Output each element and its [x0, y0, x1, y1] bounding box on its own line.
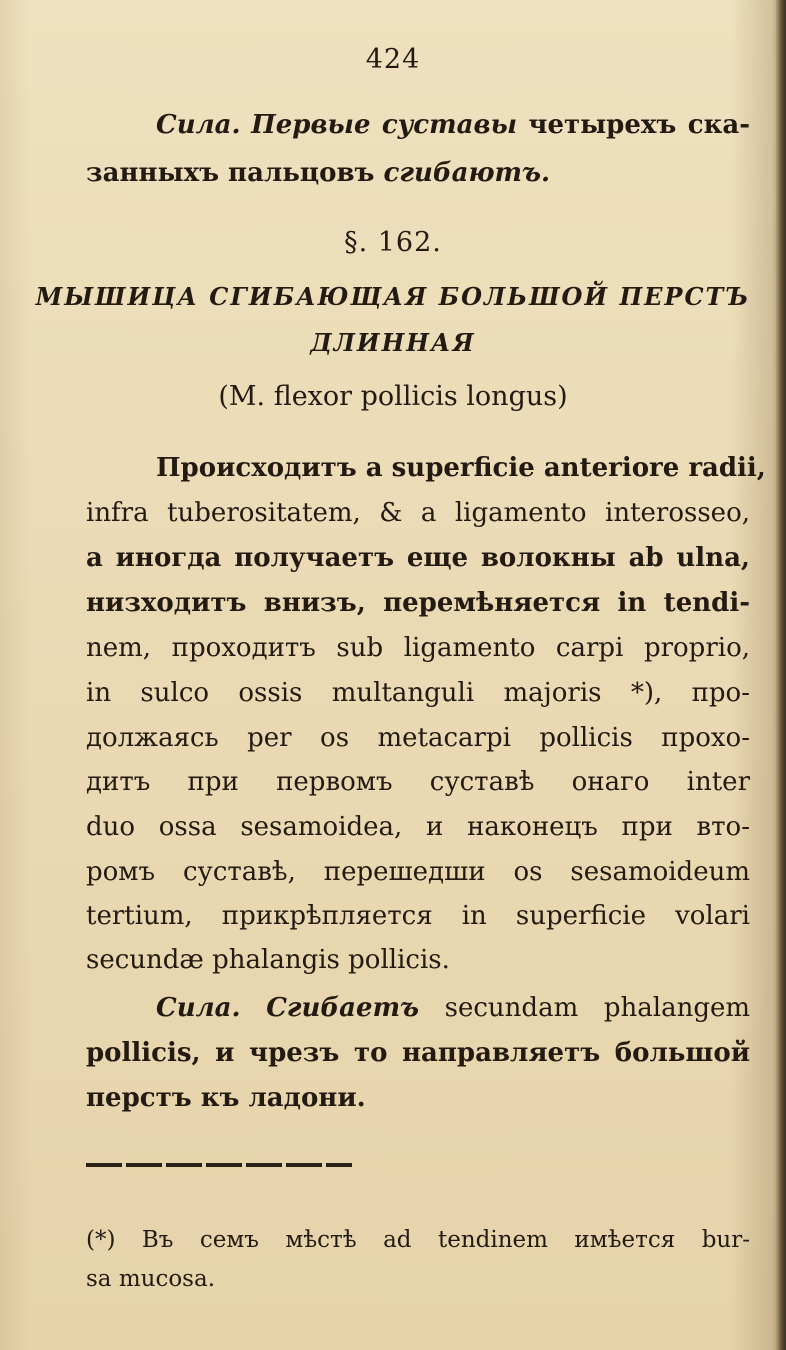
- body-line-8: дитъ при первомъ суставѣ онаго inter: [86, 767, 750, 797]
- paragraph-2-rest: secundam phalangem: [419, 993, 751, 1023]
- body-line-11: tertium, прикрѣпляется in superficie volari: [86, 901, 750, 931]
- body-line-6: in sulco ossis multanguli majoris *), про-: [86, 678, 750, 708]
- paragraph-2-line-2: pollicis, и чрезъ то направляетъ большой: [86, 1038, 750, 1068]
- footnote-line-2: sa mucosa.: [86, 1266, 216, 1292]
- body-line-3: а иногда получаетъ еще волокны ab ulna,: [86, 543, 750, 573]
- page-edge: [776, 0, 786, 1350]
- paragraph-2-italic: Сгибаетъ: [266, 993, 419, 1023]
- section-number: §. 162.: [344, 227, 442, 258]
- paragraph-1-rest: четырехъ ска-: [517, 110, 750, 140]
- body-line-7: должаясь per os metacarpi pollicis прохо-: [86, 723, 750, 753]
- body-line-5: nem, проходитъ sub ligamento carpi proprio,: [86, 633, 750, 663]
- paragraph-1-line-2: [86, 156, 750, 190]
- footnote-line-1: (*) Въ семъ мѣстѣ ad tendinem имѣется bur-: [86, 1227, 750, 1253]
- body-line-9: duo ossa sesamoidea, и наконецъ при вто-: [86, 812, 750, 842]
- section-title-line-2: ДЛИННАЯ: [310, 328, 476, 357]
- paragraph-2-line-1: [86, 991, 750, 1025]
- body-line-12: secundæ phalangis pollicis.: [86, 945, 450, 975]
- paragraph-1-italic-2: сгибаютъ.: [383, 158, 551, 188]
- paragraph-1-plain: занныхъ пальцовъ: [86, 158, 384, 188]
- paragraph-2-line-3: перстъ къ ладони.: [86, 1083, 366, 1113]
- page-number: 424: [365, 44, 421, 75]
- section-latin-name: (M. flexor pollicis longus): [218, 381, 568, 412]
- body-line-2: infra tuberositatem, & a ligamento interosseo,: [86, 498, 750, 528]
- footnote-divider: [86, 1163, 352, 1167]
- paragraph-1-italic: Первые суставы: [251, 110, 518, 140]
- section-title-line-1: МЫШИЦА СГИБАЮЩАЯ БОЛЬШОЙ ПЕРСТЪ: [35, 282, 751, 311]
- body-line-1: Происходитъ a superficie anteriore radii,: [156, 453, 766, 483]
- paragraph-2-label: Сила.: [156, 993, 241, 1023]
- body-line-4: низходитъ внизъ, перемѣняется in tendi-: [86, 588, 750, 618]
- paragraph-1-line-1: [86, 108, 750, 142]
- paragraph-1-label: Сила.: [156, 110, 241, 140]
- body-line-10: ромъ суставѣ, перешедши os sesamoideum: [86, 857, 750, 887]
